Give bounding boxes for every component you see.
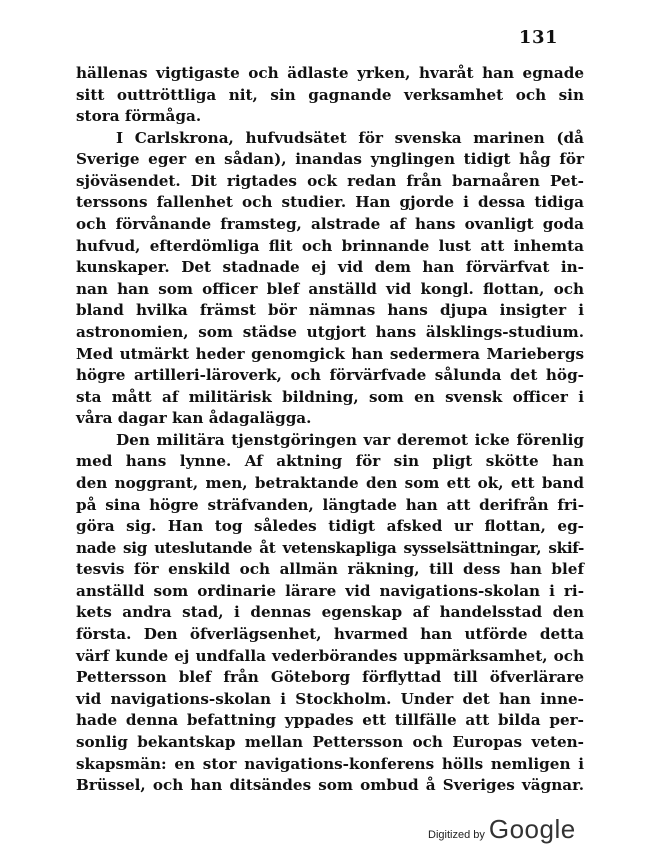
text-line: högre artilleri-läroverk, och förvärfvade sålunda det hög- — [76, 366, 584, 385]
text-line: hufvud, efterdömliga flit och brinnande lust att inhemta — [76, 236, 584, 255]
text-line: Sverige eger en sådan), inandas ynglingen tidigt håg för — [76, 150, 584, 169]
watermark-prefix: Digitized by — [428, 829, 485, 841]
text-line: sjöväsendet. Dit rigtades ock redan från barnaåren Pet- — [76, 171, 584, 190]
text-line: med hans lynne. Af aktning för sin pligt skötte han — [76, 452, 584, 471]
text-line: Den militära tjenstgöringen var deremot icke förenlig — [116, 430, 584, 449]
text-line: göra sig. Han tog således tidigt afsked ur flottan, eg- — [76, 517, 584, 536]
text-line: hade denna befattning yppades ett tillfälle att bilda per- — [76, 711, 584, 730]
text-line: och förvånande framsteg, alstrade af hans ovanligt goda — [76, 215, 584, 234]
text-line: våra dagar kan ådagalägga. — [76, 409, 312, 428]
text-line: tesvis för enskild och allmän räkning, till dess han blef — [76, 560, 584, 579]
text-line: terssons fallenhet och studier. Han gjorde i dessa tidiga — [76, 193, 584, 212]
text-line: kets andra stad, i dennas egenskap af handelsstad den — [76, 603, 584, 622]
text-line: den noggrant, men, betraktande den som ett ok, ett band — [76, 473, 584, 492]
text-line: anställd som ordinarie lärare vid navigations-skolan i ri- — [76, 581, 584, 600]
text-line: I Carlskrona, hufvudsätet för svenska marinen (då — [116, 128, 584, 147]
text-line: på sina högre sträfvanden, längtade han att derifrån fri- — [76, 495, 584, 514]
body-text — [76, 63, 584, 797]
watermark-brand-logo: Google — [488, 814, 576, 844]
text-line: hällenas vigtigaste och ädlaste yrken, hvaråt han egnade — [76, 64, 584, 82]
text-line: nan han som officer blef anställd vid kongl. flottan, och — [76, 279, 584, 298]
text-line: sta mått af militärisk bildning, som en svensk officer i — [76, 387, 584, 406]
text-line: sitt outtröttliga nit, sin gagnande verksamhet och sin — [76, 85, 584, 104]
text-line: astronomien, som städse utgjort hans älsklings-studium. — [76, 322, 584, 341]
digitization-watermark — [428, 814, 576, 845]
text-line: bland hvilka främst bör nämnas hans djupa insigter i — [76, 301, 584, 320]
text-line: Pettersson blef från Göteborg förflyttad till öfverlärare — [76, 668, 584, 687]
text-line: Brüssel, och han ditsändes som ombud å Sveriges vägnar. — [76, 776, 584, 795]
text-line: skapsmän: en stor navigations-konferens hölls nemligen i — [76, 754, 584, 773]
text-line: sonlig bekantskap mellan Pettersson och Europas veten- — [76, 732, 584, 751]
page-number: 131 — [518, 27, 558, 48]
text-line: första. Den öfverlägsenhet, hvarmed han utförde detta — [76, 625, 584, 644]
text-line: kunskaper. Det stadnade ej vid dem han förvärfvat in- — [76, 258, 584, 277]
text-line: vid navigations-skolan i Stockholm. Under det han inne- — [76, 689, 584, 708]
text-line: värf kunde ej undfalla vederbörandes uppmärksamhet, och — [76, 646, 584, 665]
text-line: stora förmåga. — [76, 107, 202, 126]
text-line: Med utmärkt heder genomgick han sedermera Mariebergs — [76, 344, 584, 363]
text-line: nade sig uteslutande åt vetenskapliga sysselsättningar, skif- — [76, 538, 584, 557]
